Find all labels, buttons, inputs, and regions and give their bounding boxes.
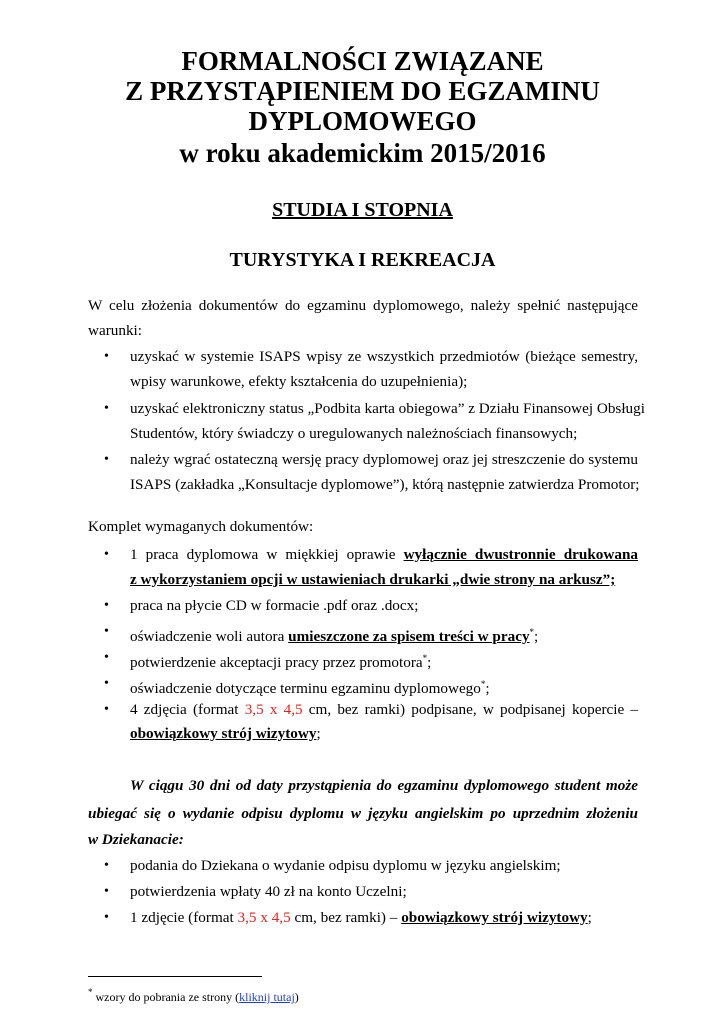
doc-item-1-emphasis: wyłącznie dwustronnie drukowana xyxy=(403,546,638,563)
title-line-2: Z PRZYSTĄPIENIEM DO EGZAMINU xyxy=(125,76,600,106)
doc-item-3-emphasis: umieszczone za spisem treści w pracy xyxy=(288,628,530,645)
bullet-icon: • xyxy=(104,884,109,899)
asterisk-mark: * xyxy=(529,627,535,637)
dress-code-emphasis: obowiązkowy strój wizytowy xyxy=(401,909,588,926)
doc-item-3 xyxy=(130,622,538,647)
bullet-icon: • xyxy=(104,858,109,873)
english-item-3-text: 1 zdjęcie (format xyxy=(130,909,238,926)
english-item-3-mid: cm, bez ramki) – xyxy=(290,909,402,926)
photo-size-value: 3,5 x 4,5 xyxy=(244,701,303,718)
doc-item-6-end: ; xyxy=(316,725,321,742)
bullet-icon: • xyxy=(104,702,109,717)
title-line-1: FORMALNOŚCI ZWIĄZANE xyxy=(181,46,544,76)
english-item-3-end: ; xyxy=(587,909,592,926)
bullet-icon: • xyxy=(104,910,109,925)
doc-item-6-line-2 xyxy=(130,724,321,744)
doc-item-6-line-1 xyxy=(130,700,638,720)
bullet-icon: • xyxy=(104,598,109,613)
english-notice-line-1: W ciągu 30 dni od daty przystąpienia do egzaminu dyplomowego student może xyxy=(130,777,638,794)
doc-item-1-line-2: z wykorzystaniem opcji w ustawieniach drukarki „dwie strony na arkusz”; xyxy=(130,571,616,588)
title-line-3: DYPLOMOWEGO xyxy=(248,106,477,136)
doc-item-6-rest: cm, bez ramki) podpisane, w podpisanej kopercie – xyxy=(302,701,639,718)
footnote xyxy=(88,984,299,1005)
doc-item-6-text: 4 zdjęcia (format xyxy=(130,701,245,718)
intro-line-2: warunki: xyxy=(88,322,142,339)
english-item-3 xyxy=(130,908,592,928)
bullet-icon: • xyxy=(104,650,109,665)
condition-3-line-1: należy wgrać ostateczną wersję pracy dyplomowej oraz jej streszczenie do systemu xyxy=(130,451,638,468)
download-link[interactable]: kliknij tutaj xyxy=(239,990,295,1004)
dress-code-emphasis: obowiązkowy strój wizytowy xyxy=(130,725,317,742)
asterisk-mark: * xyxy=(422,653,428,663)
bullet-icon: • xyxy=(104,624,109,639)
english-item-1: podania do Dziekana o wydanie odpisu dyplomu w języku angielskim; xyxy=(130,857,561,874)
doc-item-2: praca na płycie CD w formacie .pdf oraz .docx; xyxy=(130,597,419,614)
doc-item-1-line-1 xyxy=(130,545,638,565)
doc-item-5 xyxy=(130,674,490,699)
footnote-mark: * xyxy=(88,987,93,997)
bullet-icon: • xyxy=(104,547,109,562)
doc-item-4-end: ; xyxy=(427,654,432,671)
footnote-divider xyxy=(88,976,262,977)
bullet-icon: • xyxy=(104,452,109,467)
bullet-icon: • xyxy=(104,676,109,691)
study-level-heading: STUDIA I STOPNIA xyxy=(272,199,453,221)
documents-heading: Komplet wymaganych dokumentów: xyxy=(88,518,314,535)
english-notice-line-3: w Dziekanacie: xyxy=(88,831,184,848)
footnote-text: wzory do pobrania ze strony ( xyxy=(92,990,240,1004)
english-notice-line-2: ubiegać się o wydanie odpisu dyplomu w języku angielskim po uprzednim złożeniu xyxy=(88,805,638,822)
doc-item-3-text: oświadczenie woli autora xyxy=(130,628,289,645)
english-item-2: potwierdzenia wpłaty 40 zł na konto Uczelni; xyxy=(130,883,407,900)
footnote-close: ) xyxy=(294,990,299,1004)
title-line-4: w roku akademickim 2015/2016 xyxy=(179,138,546,168)
condition-2-line-1: uzyskać elektroniczny status „Podbita karta obiegowa” z Działu Finansowej Obsługi xyxy=(130,400,645,417)
doc-item-5-text: oświadczenie dotyczące terminu egzaminu dyplomowego xyxy=(130,680,481,697)
field-heading: TURYSTYKA I REKREACJA xyxy=(229,249,496,271)
intro-line-1: W celu złożenia dokumentów do egzaminu dyplomowego, należy spełnić następujące xyxy=(88,297,638,314)
asterisk-mark: * xyxy=(480,679,486,689)
doc-item-5-end: ; xyxy=(485,680,490,697)
doc-item-4 xyxy=(130,648,431,673)
bullet-icon: • xyxy=(104,401,109,416)
condition-1-line-2: wpisy warunkowe, efekty kształcenia do uzupełnienia); xyxy=(130,373,468,390)
condition-1-line-1: uzyskać w systemie ISAPS wpisy ze wszystkich przedmiotów (bieżące semestry, xyxy=(130,348,638,365)
condition-2-line-2: Studentów, który świadczy o uregulowanych należnościach finansowych; xyxy=(130,425,578,442)
photo-size-value: 3,5 x 4,5 xyxy=(237,909,291,926)
bullet-icon: • xyxy=(104,349,109,364)
doc-item-1-text: 1 praca dyplomowa w miękkiej oprawie xyxy=(130,546,404,563)
doc-item-4-text: potwierdzenie akceptacji pracy przez promotora xyxy=(130,654,423,671)
condition-3-line-2: ISAPS (zakładka „Konsultacje dyplomowe”), którą następnie zatwierdza Promotor; xyxy=(130,476,640,493)
doc-item-3-end: ; xyxy=(534,628,539,645)
